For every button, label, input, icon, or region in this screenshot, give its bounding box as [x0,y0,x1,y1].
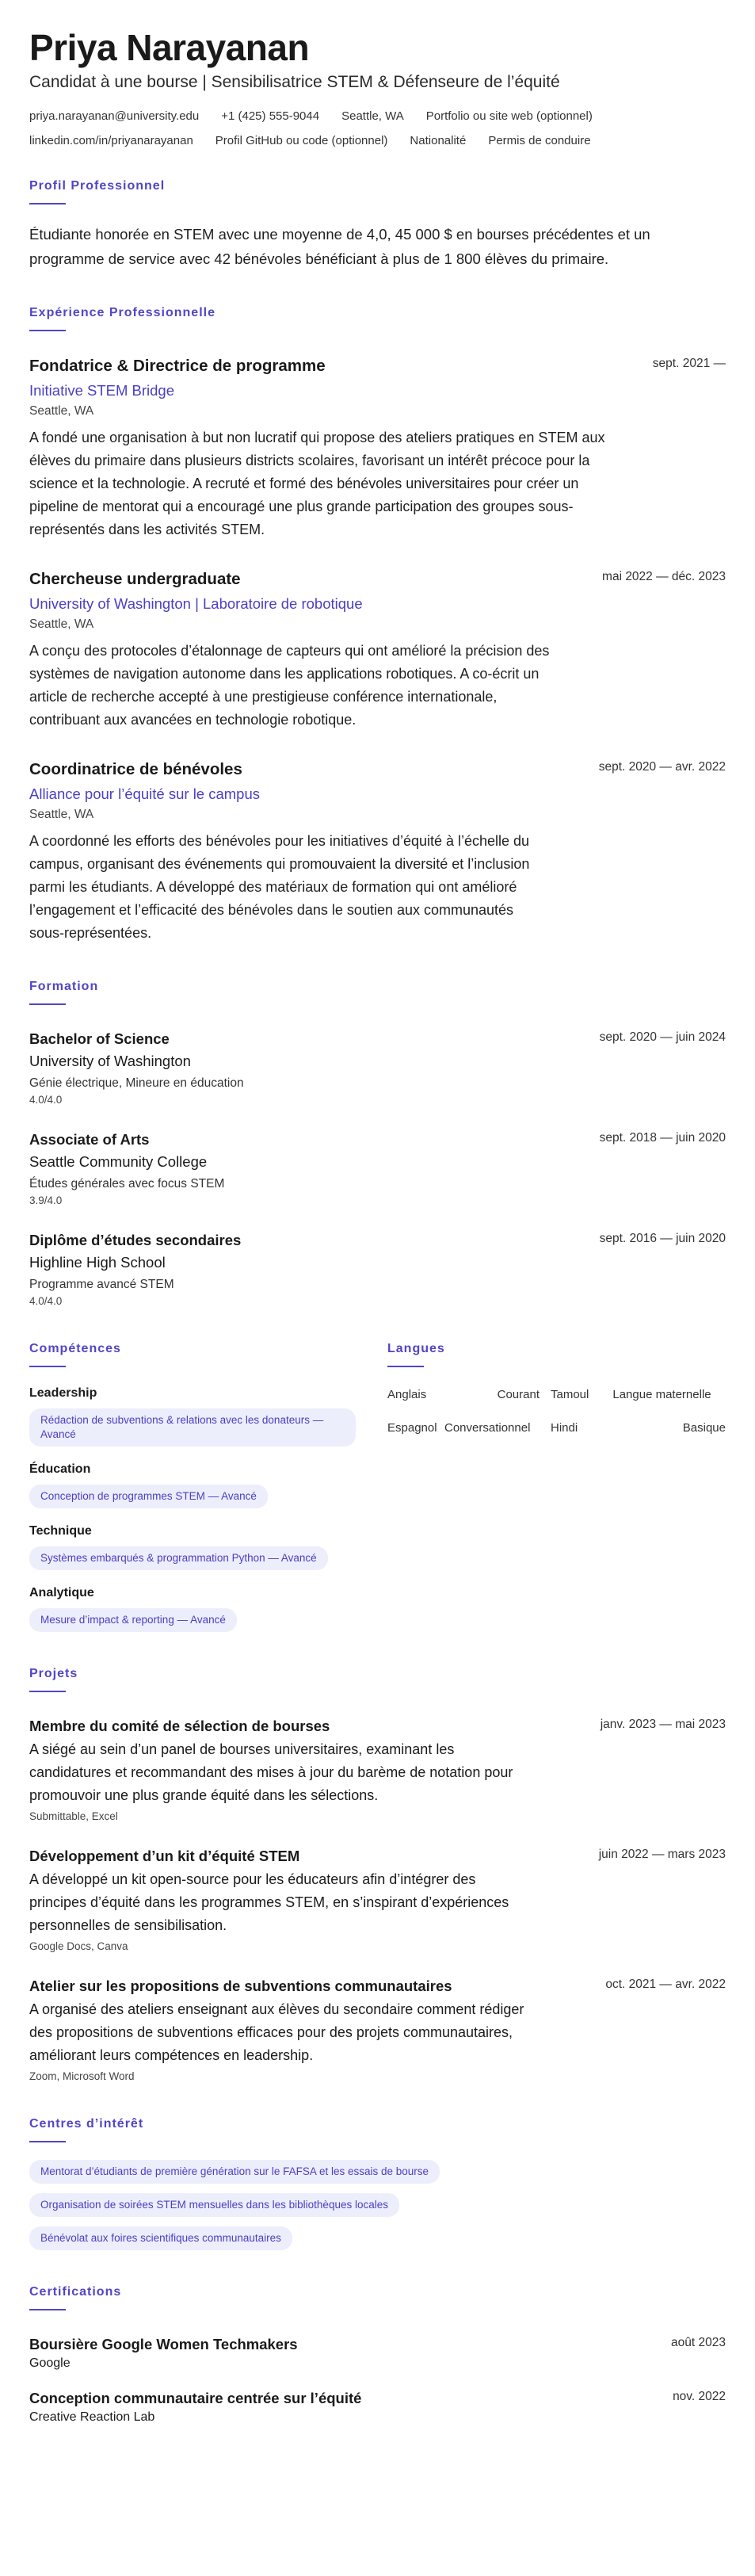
language-name: Hindi [551,1421,578,1435]
language-row [387,1420,726,1437]
project-entry [29,1976,726,2082]
skill-pill: Conception de programmes STEM — Avancé [29,1485,268,1508]
company-name: Alliance pour l’équité sur le campus [29,785,261,802]
experience-entry [29,759,726,945]
driving-license: Permis de conduire [488,134,591,147]
job-location: Seattle, WA [29,617,94,631]
project-entry [29,1716,726,1822]
section-title: Profil Professionnel [29,179,166,193]
job-title: Coordinatrice de bénévoles [29,760,242,778]
project-dates: janv. 2023 — mai 2023 [600,1718,726,1731]
school-name: Seattle Community College [29,1153,208,1170]
certification-issuer: Google [29,2356,71,2370]
skill-category: Technique [29,1524,92,1538]
gpa: 4.0/4.0 [29,1094,63,1106]
education-entry [29,1029,726,1106]
field-of-study: Génie électrique, Mineure en éducation [29,1076,244,1090]
interest-pill: Organisation de soirées STEM mensuelles dans les bibliothèques locales [29,2193,399,2217]
school-name: University of Washington [29,1053,191,1069]
job-dates: mai 2022 — déc. 2023 [602,570,726,583]
section-divider [29,1003,66,1005]
job-description: A coordonné les efforts des bénévoles pour les initiatives d’équité à l’échelle du campus, organisant des événements qui promouvaient la diversité et l’inclusion parmi les étudiants. A développé des matériaux de formation qui ont amélioré l’engagement et l’efficacité des bénévoles dans le soutien aux communautés sous-représentées. [29,833,530,941]
language-level: Basique [682,1421,726,1435]
project-dates: oct. 2021 — avr. 2022 [605,1978,726,1991]
languages-column [387,1342,726,1632]
education-section [29,980,726,1307]
job-description: A fondé une organisation à but non lucratif qui propose des ateliers pratiques en STEM aux élèves du primaire dans plusieurs districts scolaires, favorisant un intérêt précoce pour la science et la technologie. A recruté et formé des bénévoles universitaires pour créer un pipeline de mentorat qui a encouragé une plus grande participation des groupes sous-représentés dans les activités STEM. [29,430,605,537]
language-name: Tamoul [551,1388,589,1401]
company-name: University of Washington | Laboratoire de robotique [29,595,363,612]
project-entry [29,1846,726,1952]
section-title: Centres d’intérêt [29,2117,144,2131]
candidate-headline: Candidat à une bourse | Sensibilisatrice STEM & Défenseure de l’équité [29,73,560,91]
education-dates: sept. 2020 — juin 2024 [599,1030,726,1044]
gpa: 3.9/4.0 [29,1194,63,1206]
certification-date: août 2023 [671,2336,726,2349]
skills-column [29,1342,356,1632]
interest-pill: Mentorat d’étudiants de première génération sur le FAFSA et les essais de bourse [29,2160,440,2184]
gpa: 4.0/4.0 [29,1295,63,1307]
education-dates: sept. 2018 — juin 2020 [599,1131,726,1145]
skill-category: Éducation [29,1462,91,1476]
certification-date: nov. 2022 [673,2390,726,2403]
section-divider [29,203,66,204]
certification-entry [29,2388,726,2425]
company-name: Initiative STEM Bridge [29,382,175,399]
candidate-name: Priya Narayanan [29,27,310,68]
certification-title: Boursière Google Women Techmakers [29,2336,298,2352]
certification-entry [29,2334,726,2371]
project-tools: Submittable, Excel [29,1810,118,1822]
section-divider [29,2309,66,2310]
interest-pill: Bénévolat aux foires scientifiques communautaires [29,2226,292,2250]
job-title: Chercheuse undergraduate [29,570,241,588]
project-description: A siégé au sein d’un panel de bourses universitaires, examinant les candidatures et recommandant des mises à jour du barème de notation pour promouvoir une plus grande équité dans les sélections. [29,1741,513,1803]
experience-entry [29,355,726,541]
project-title: Atelier sur les propositions de subventions communautaires [29,1978,452,1994]
projects-section [29,1667,726,2082]
portfolio-link[interactable]: Portfolio ou site web (optionnel) [425,109,593,123]
project-description: A développé un kit open-source pour les éducateurs afin d’intégrer des principes d’équité dans les programmes STEM, en s’inspirant d’expériences personnelles de sensibilisation. [29,1871,509,1933]
section-title: Langues [387,1342,445,1355]
job-location: Seattle, WA [29,404,94,418]
job-dates: sept. 2020 — avr. 2022 [598,760,726,774]
field-of-study: Études générales avec focus STEM [29,1177,225,1191]
certification-title: Conception communautaire centrée sur l’équité [29,2390,362,2406]
job-title: Fondatrice & Directrice de programme [29,357,326,375]
degree: Bachelor of Science [29,1030,170,1047]
certifications-section [29,2285,726,2425]
skill-pill: Rédaction de subventions & relations avec les donateurs — Avancé [29,1408,356,1447]
section-divider [387,1366,424,1367]
summary-text: Étudiante honorée en STEM avec une moyenne de 4,0, 45 000 $ en bourses précédentes et un programme de service avec 42 bénévoles bénéficiant à plus de 1 800 élèves du primaire. [29,226,650,267]
school-name: Highline High School [29,1254,166,1271]
skill-category: Leadership [29,1386,97,1400]
section-divider [29,2141,66,2142]
contact-info [29,109,726,147]
github-link[interactable]: Profil GitHub ou code (optionnel) [215,134,388,147]
project-dates: juin 2022 — mars 2023 [598,1848,726,1861]
skills-languages-section [29,1342,726,1632]
nationality: Nationalité [410,134,467,147]
skill-category: Analytique [29,1586,94,1599]
project-description: A organisé des ateliers enseignant aux élèves du secondaire comment rédiger des propositions de subventions efficaces pour des projets communautaires, améliorant leurs compétences en leadership. [29,2001,524,2063]
section-divider [29,1691,66,1692]
section-title: Certifications [29,2285,122,2299]
section-title: Projets [29,1667,78,1680]
section-title: Formation [29,980,99,993]
summary-section [29,179,726,271]
project-tools: Google Docs, Canva [29,1940,128,1952]
field-of-study: Programme avancé STEM [29,1278,174,1291]
education-entry [29,1230,726,1307]
experience-entry [29,568,726,732]
skill-pill: Mesure d’impact & reporting — Avancé [29,1608,237,1632]
phone-number[interactable]: +1 (425) 555-9044 [221,109,320,123]
experience-section [29,306,726,945]
section-title: Compétences [29,1342,121,1355]
language-level: Conversationnel [444,1421,531,1435]
language-row [387,1386,726,1404]
education-entry [29,1129,726,1206]
language-level: Langue maternelle [612,1388,711,1401]
language-name: Espagnol [387,1421,437,1435]
job-dates: sept. 2021 — [652,357,726,370]
project-tools: Zoom, Microsoft Word [29,2070,135,2082]
degree: Associate of Arts [29,1131,150,1148]
language-name: Anglais [387,1388,427,1401]
certification-issuer: Creative Reaction Lab [29,2410,155,2424]
resume-header [29,25,726,147]
section-title: Expérience Professionnelle [29,306,215,319]
job-description: A conçu des protocoles d’étalonnage de capteurs qui ont amélioré la précision des systèmes de navigation autonome dans les applications robotiques. A co-écrit un article de recherche accepté à une prestigieuse conférence internationale, contribuant aux avancées en technologie robotique. [29,643,550,728]
location: Seattle, WA [341,109,404,123]
email-link[interactable]: priya.narayanan@university.edu [29,109,200,123]
job-location: Seattle, WA [29,808,94,821]
section-divider [29,330,66,331]
degree: Diplôme d’études secondaires [29,1232,242,1248]
linkedin-link[interactable]: linkedin.com/in/priyanarayanan [29,134,193,147]
project-title: Membre du comité de sélection de bourses [29,1718,330,1734]
interest-list [29,2160,726,2250]
section-divider [29,1366,66,1367]
skill-pill: Systèmes embarqués & programmation Python — Avancé [29,1546,328,1570]
interests-section [29,2117,726,2250]
project-title: Développement d’un kit d’équité STEM [29,1848,300,1864]
education-dates: sept. 2016 — juin 2020 [599,1232,726,1245]
language-level: Courant [497,1388,540,1401]
